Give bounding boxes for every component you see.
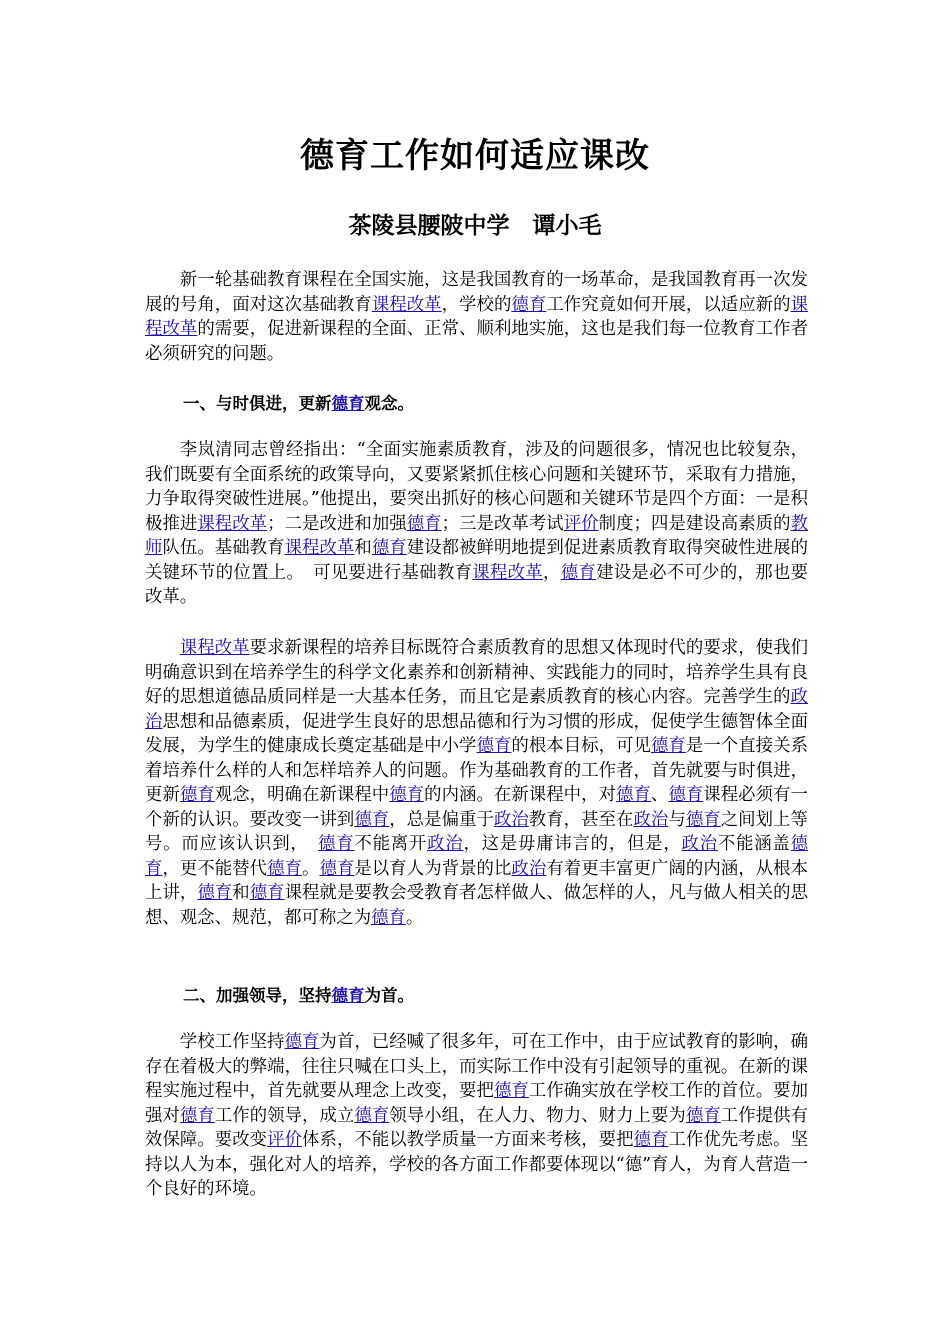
text-run: 李岚清同志曾经指出：“全面实施素质教育，涉及的问题很多，情况也比较复杂，我们既要有全面系统的政策导向，又要紧紧抓住核心问题和关键环节，采取有力措施，力争取得突破性进展。”他提出，要突出抓好的核心问题和关键环节是四个方面：一是积极推进	[145, 440, 808, 534]
keyword-link[interactable]: 课程改革	[145, 294, 808, 339]
text-run: 是一个直接关系着培养什么样的人和怎样培养人的问题。作为基础教育的工作者，首先就要与时俱进，更新	[145, 736, 808, 805]
keyword-link[interactable]: 德育	[267, 858, 303, 879]
section-2-paragraph-1	[145, 1030, 808, 1202]
keyword-link[interactable]: 德育	[493, 1081, 529, 1101]
text-run: 领导小组，在人力、物力、财力上要为	[389, 1105, 686, 1126]
keyword-link[interactable]: 德育	[354, 1105, 390, 1126]
text-run: 和	[232, 883, 250, 903]
text-run: ，学校的	[441, 294, 512, 315]
keyword-link[interactable]: 德育	[685, 809, 721, 830]
keyword-link[interactable]: 德育	[476, 736, 512, 756]
keyword-link[interactable]: 德育	[179, 785, 215, 805]
keyword-link[interactable]: 德育	[371, 538, 407, 558]
text-run: 是以育人为背景的比	[354, 858, 512, 879]
keyword-link[interactable]: 德育	[371, 907, 406, 928]
text-run: 思想和品德素质，促进学生良好的思想品德和行为习惯的形成，促使学生德智体全面发展，为学生的健康成长奠定基础是中小学	[145, 711, 808, 756]
keyword-link[interactable]: 德育	[685, 1105, 721, 1126]
keyword-link[interactable]: 德育	[179, 1105, 215, 1126]
document-title: 德育工作如何适应课改	[300, 136, 650, 176]
keyword-link[interactable]: 课程改革	[284, 538, 355, 558]
keyword-link[interactable]: 评价	[267, 1130, 303, 1150]
text-run: 一、与时俱进，更新	[183, 394, 332, 413]
keyword-link[interactable]: 政治	[427, 834, 464, 854]
keyword-link[interactable]: 德育	[249, 883, 285, 903]
text-run: 教育，甚至在	[528, 809, 634, 830]
text-run: 新一轮基础教育课程在全国实施，这是我国教育的一场革命，是我国教育再一次发展的号角，面对这次基础教育	[145, 270, 808, 315]
keyword-link[interactable]: 课程改革	[179, 638, 250, 658]
keyword-link[interactable]: 德育	[633, 1130, 669, 1150]
keyword-link[interactable]: 德育	[331, 986, 365, 1005]
text-run: ，	[543, 562, 561, 583]
text-run: 建设都被鲜明地提到促进素质教育取得突破性进展的关键环节的位置上。 可见要进行基础教育	[145, 538, 808, 583]
keyword-link[interactable]: 课程改革	[371, 294, 442, 315]
text-run: 。	[405, 907, 424, 928]
keyword-link[interactable]: 政治	[633, 809, 669, 830]
keyword-link[interactable]: 德育	[331, 394, 365, 413]
text-run: 观念，明确在新课程中	[214, 785, 390, 805]
text-run: 不能离开	[354, 834, 428, 854]
text-run: 和	[354, 538, 372, 558]
text-run: ；二是改进和加强	[267, 513, 407, 534]
text-run: 队伍。基础教育	[162, 538, 285, 558]
text-run: 工作究竟如何开展，以适应新的	[546, 294, 791, 315]
text-run: 课程就是要教会受教育者怎样做人、做怎样的人，凡与做人相关的思想、观念、规范，都可称之为	[145, 883, 808, 928]
text-run: 的内涵。在新课程中，对	[424, 785, 617, 805]
keyword-link[interactable]: 德育	[560, 562, 597, 583]
keyword-link[interactable]: 德育	[389, 785, 425, 805]
keyword-link[interactable]: 德育	[145, 834, 808, 879]
section-heading-1	[183, 392, 414, 416]
section-1-paragraph-2	[145, 636, 808, 930]
keyword-link[interactable]: 课程改革	[472, 562, 543, 583]
text-run: 有着更丰富更广阔的内涵，从根本上讲，	[145, 858, 808, 903]
text-run: 。	[302, 858, 320, 879]
text-run: 为首，已经喊了很多年，可在工作中，由于应试教育的影响，确存在着极大的弊端，往往只喊在口头上，而实际工作中没有引起领导的重视。在新的课程实施过程中，首先就要从理念上改变，要把	[145, 1032, 808, 1101]
keyword-link[interactable]: 德育	[650, 736, 686, 756]
keyword-link[interactable]: 德育	[284, 1032, 320, 1052]
section-1-paragraph-1	[145, 438, 808, 610]
keyword-link[interactable]: 德育	[668, 785, 704, 805]
keyword-link[interactable]: 政治	[145, 687, 808, 732]
text-run: 之间划上等号。而应该认识到，	[145, 809, 808, 854]
text-run: 学校工作坚持	[179, 1032, 285, 1052]
keyword-link[interactable]: 德育	[354, 809, 390, 830]
keyword-link[interactable]: 课程改革	[197, 513, 268, 534]
document-author-line: 茶陵县腰陂中学 谭小毛	[348, 212, 602, 239]
text-run: 课程必须有一个新的认识。要改变一讲到	[145, 785, 808, 830]
text-run: 二、加强领导，坚持	[183, 986, 332, 1005]
text-run: 建设是必不可少的，那也要改革。	[145, 562, 808, 607]
keyword-link[interactable]: 政治	[511, 858, 547, 879]
keyword-link[interactable]: 德育	[197, 883, 233, 903]
text-run: 的需要，促进新课程的全面、正常、顺利地实施，这也是我们每一位教育工作者必须研究的问题。	[145, 319, 808, 364]
keyword-link[interactable]: 德育	[319, 858, 355, 879]
keyword-link[interactable]: 政治	[681, 834, 718, 854]
text-run: 的根本目标，可见	[511, 736, 651, 756]
keyword-link[interactable]: 德育	[616, 785, 651, 805]
keyword-link[interactable]: 德育	[406, 513, 442, 534]
text-run: 工作的领导，成立	[214, 1105, 355, 1126]
text-run: 制度；四是建设高素质的	[598, 513, 791, 534]
intro-paragraph	[145, 268, 808, 366]
text-run: ；三是改革考试	[441, 513, 564, 534]
text-run: 工作提供有效保障。要改变	[145, 1105, 808, 1150]
text-run: ，这是毋庸讳言的，但是，	[463, 834, 682, 854]
text-run: 不能涵盖	[717, 834, 791, 854]
text-run: 体系，不能以教学质量一方面来考核，要把	[302, 1130, 634, 1150]
text-run: 要求新课程的培养目标既符合素质教育的思想又体现时代的要求，使我们明确意识到在培养学生的科学文化素养和创新精神、实践能力的同时，培养学生具有良好的思想道德品质同样是一大基本任务，而且它是素质教育的核心内容。完善学生的	[145, 638, 808, 707]
keyword-link[interactable]: 评价	[563, 513, 599, 534]
text-run: ，更不能替代	[162, 858, 268, 879]
text-run: 为首。	[364, 986, 414, 1005]
keyword-link[interactable]: 教师	[145, 513, 808, 558]
text-run: 观念。	[364, 394, 414, 413]
text-run: 与	[668, 809, 686, 830]
text-run: 工作确实放在学校工作的首位。要加强对	[145, 1081, 808, 1126]
text-run: 、	[650, 785, 669, 805]
keyword-link[interactable]: 德育	[318, 834, 355, 854]
text-run: 工作优先考虑。坚持以人为本，强化对人的培养，学校的各方面工作都要体现以“德”育人，为育人营造一个良好的环境。	[145, 1130, 808, 1199]
text-run: ，总是偏重于	[389, 809, 494, 830]
keyword-link[interactable]: 德育	[511, 294, 547, 315]
keyword-link[interactable]: 政治	[493, 809, 529, 830]
section-heading-2	[183, 984, 414, 1008]
